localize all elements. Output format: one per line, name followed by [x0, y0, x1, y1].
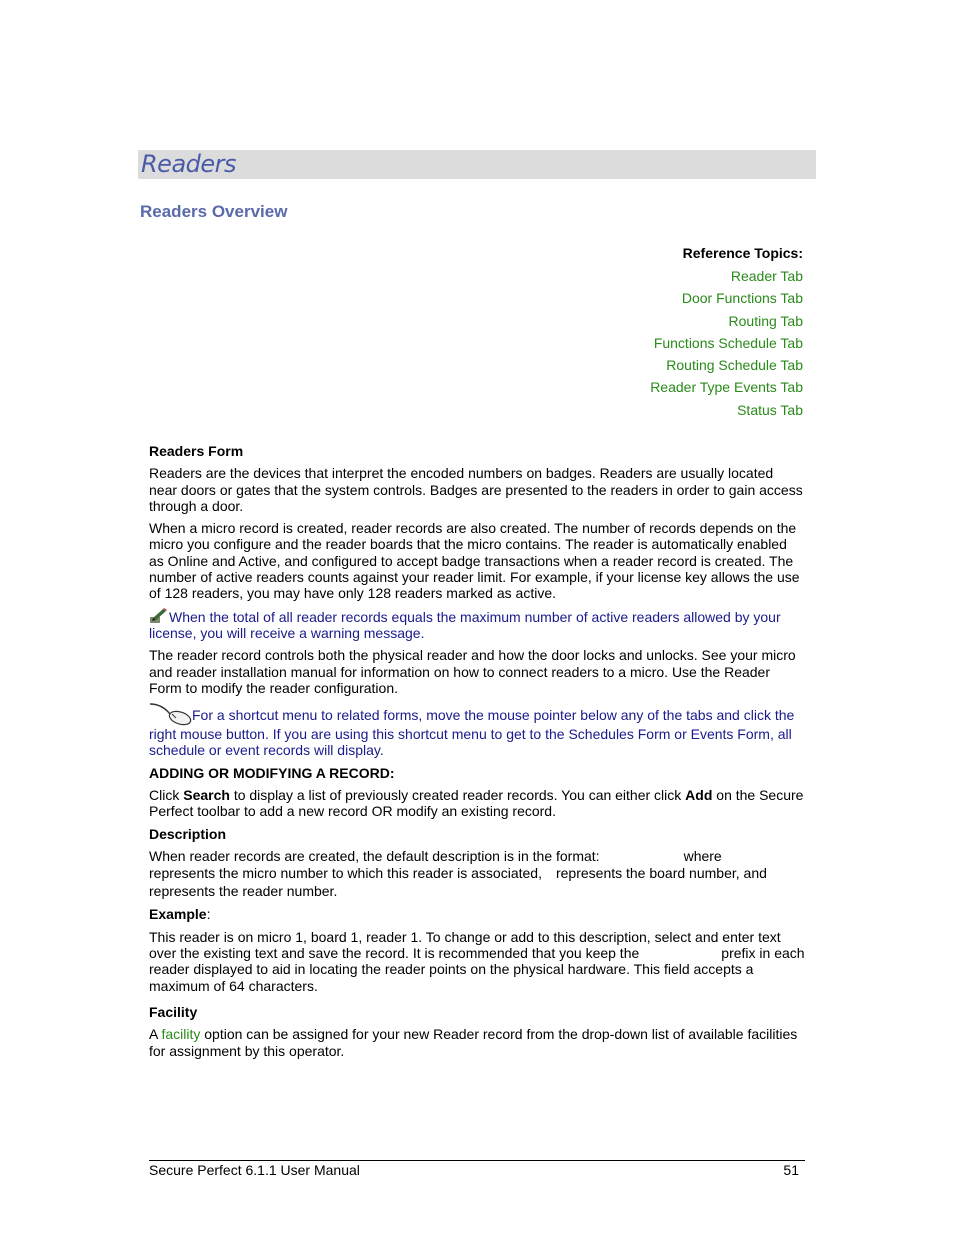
paragraph-example	[149, 929, 805, 994]
body-content	[149, 443, 805, 1065]
chapter-header-bar	[138, 150, 816, 179]
link-routing-tab[interactable]: Routing Tab	[728, 312, 803, 329]
text-fragment: where	[683, 847, 722, 864]
text-fragment: on the Secure Perfect toolbar to add a new record OR modify an existing record.	[149, 787, 804, 820]
add-term: Add	[685, 787, 713, 804]
search-term: Search	[183, 787, 230, 804]
paragraph-micro-record: When a micro record is created, reader records are also created. The number of records depends on the micro you configure and the reader boards that the micro contains. The reader is automatically enabled as Online and Active, and configured to accept badge transactions when a reader record is created. The number of active readers counts against your reader limit. For example, if your license key allows the use of 128 readers, you may have only 128 readers marked as active.	[149, 520, 800, 602]
paragraph-reader-record: The reader record controls both the physical reader and how the door locks and unlocks. See your micro and reader installation manual for information on how to connect readers to a micro. Use the Reader Form to modify the reader configuration.	[149, 647, 796, 696]
text-fragment: to display a list of previously created reader records. You can either click	[229, 787, 686, 804]
mouse-icon	[148, 702, 192, 726]
text-fragment: :	[206, 906, 211, 923]
text-fragment: prefix in each reader displayed to aid in locating the reader points on the physical hardware. This field accepts a maximum of 64 characters.	[149, 945, 805, 994]
section-title: Readers Overview	[140, 202, 288, 221]
reference-heading: Reference Topics:	[682, 245, 803, 261]
example-label: Example	[149, 906, 207, 923]
facility-link[interactable]: facility	[161, 1026, 201, 1043]
link-reader-type-events-tab[interactable]: Reader Type Events Tab	[650, 379, 803, 396]
footer-manual-title: Secure Perfect 6.1.1 User Manual	[149, 1162, 360, 1178]
paragraph-description	[149, 848, 805, 901]
link-functions-schedule-tab[interactable]: Functions Schedule Tab	[653, 334, 803, 351]
facility-heading: Facility	[149, 1003, 198, 1020]
note-shortcut-text: For a shortcut menu to related forms, move the mouse pointer below any of the tabs and click the right mouse button. If you are using this shortcut menu to get to the Schedules Form or Events Form, all schedule or event records will display.	[149, 707, 795, 759]
link-reader-tab[interactable]: Reader Tab	[730, 268, 803, 284]
link-routing-schedule-tab[interactable]: Routing Schedule Tab	[666, 357, 803, 374]
note-warning-text: When the total of all reader records equals the maximum number of active readers allowed by your license, you will receive a warning message.	[149, 608, 781, 641]
link-status-tab[interactable]: Status Tab	[737, 401, 803, 418]
note-shortcut	[149, 702, 805, 759]
chapter-title: Readers	[141, 150, 237, 178]
pen-note-icon	[149, 608, 169, 624]
text-fragment: option can be assigned for your new Reader record from the drop-down list of available facilities for assignment by this operator.	[149, 1026, 798, 1059]
adding-heading: ADDING OR MODIFYING A RECORD:	[149, 764, 395, 781]
footer-page-number: 51	[783, 1162, 799, 1178]
paragraph-facility	[149, 1026, 805, 1059]
text-fragment: Click	[149, 787, 184, 804]
paragraph-readers-intro: Readers are the devices that interpret the encoded numbers on badges. Readers are usually located near doors or gates that the system controls. Badges are presented to the readers in order to gain access through a door.	[149, 465, 803, 514]
text-fragment: This reader is on micro 1, board 1, reader 1. To change or add to this description, select and enter text over the existing text and save the record. It is recommended that you keep the	[149, 928, 781, 962]
text-fragment: A	[149, 1026, 162, 1043]
paragraph-adding	[149, 787, 805, 820]
example-line	[149, 906, 805, 922]
reference-topics	[650, 243, 803, 421]
footer-divider	[149, 1160, 805, 1161]
description-heading: Description	[149, 825, 227, 842]
text-fragment: represents the board number, and	[555, 865, 767, 882]
note-warning	[149, 608, 805, 642]
readers-form-heading: Readers Form	[149, 443, 244, 459]
text-fragment: represents the reader number.	[149, 882, 338, 899]
text-fragment: represents the micro number to which this reader is associated,	[149, 865, 542, 882]
link-door-functions-tab[interactable]: Door Functions Tab	[681, 290, 803, 307]
text-fragment: When reader records are created, the default description is in the format:	[149, 847, 600, 864]
